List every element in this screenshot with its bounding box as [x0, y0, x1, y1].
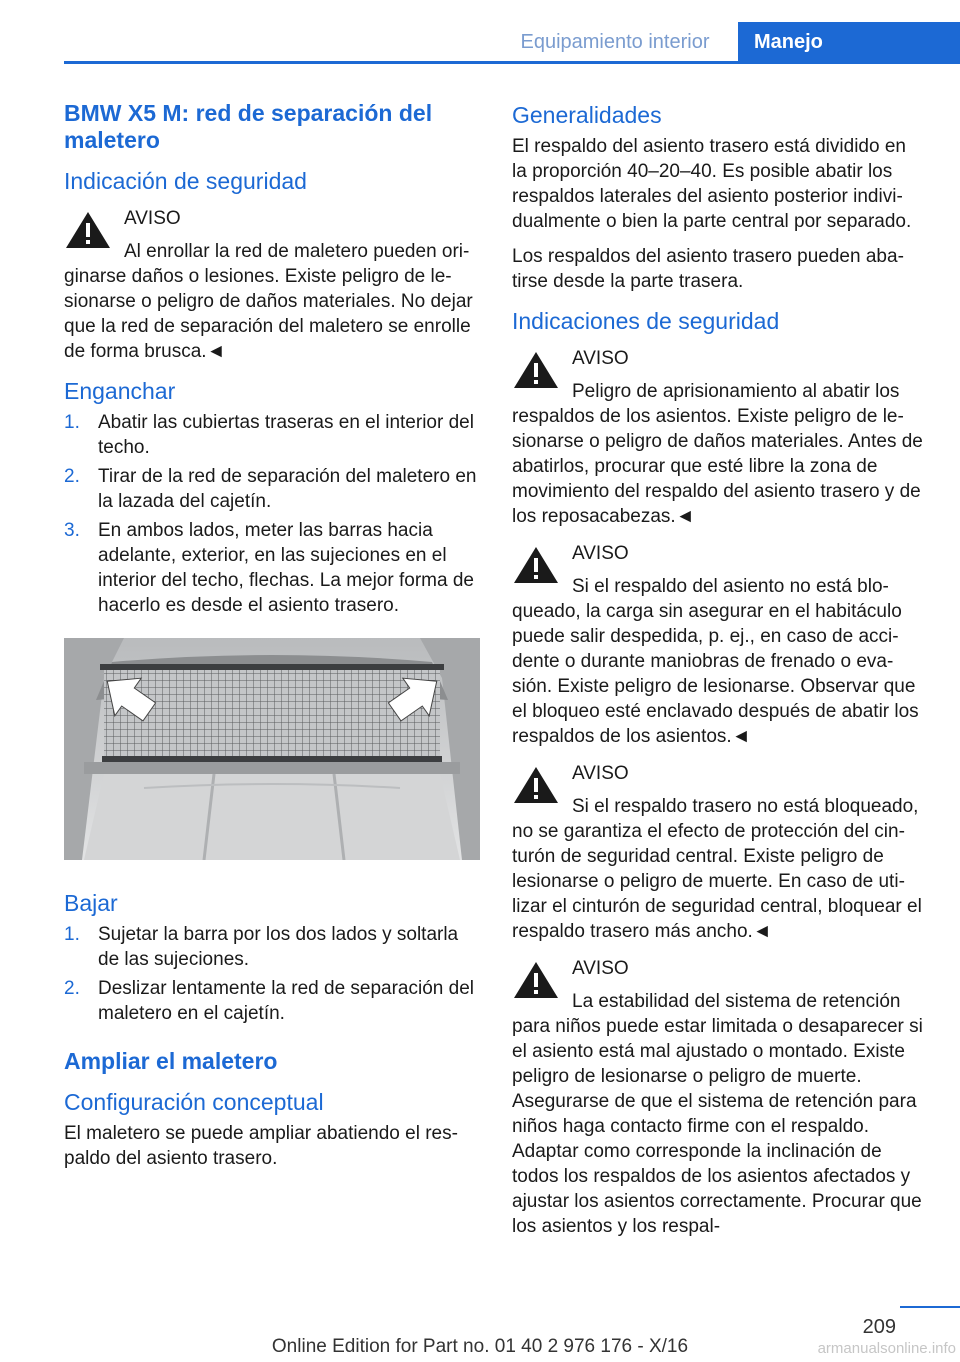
cargo-net-illustration [64, 638, 480, 860]
warning-text: La estabilidad del sistema de retención para niños puede estar limitada o desaparecer si el asiento está mal ajustado o montado. Existe peligro de lesionarse o peligro de muerte. Asegurarse de que el sistema de retención para niños haga contacto firme con el respaldo. Adaptar como corresponde la inclinación de todos los respaldos de los asientos afectados y ajustar los asientos correctamente. Procurar que los asientos y los respal- [512, 991, 923, 1237]
warning-label: AVISO [572, 763, 629, 784]
warning-triangle-icon [512, 960, 560, 1000]
watermark: armanualsonline.info [817, 1340, 956, 1357]
warning-triangle-icon [512, 545, 560, 585]
warning-label: AVISO [572, 543, 629, 564]
left-column [64, 100, 480, 1181]
warning-text: Si el respaldo trasero no está bloqueado, no se garantiza el efecto de protección del cinturón de seguridad central. Existe peligro de lesionarse o peligro de muerte. En caso de utilizar el cinturón de seguridad central, bloquear el respaldo trasero más ancho.◄ [512, 796, 922, 942]
warning-text: Peligro de aprisionamiento al abatir los respaldos de los asientos. Existe peligro de lesionarse o peligro de daños materiales. Antes de abatirlos, procurar que esté libre la zona de movimiento del respaldo del asiento trasero y de los reposacabezas.◄ [512, 381, 923, 527]
cargo-net-drawing [64, 638, 480, 860]
hook-steps [64, 410, 480, 618]
warning-triangle-icon [512, 350, 560, 390]
warning-block [64, 206, 480, 364]
warning-triangle-icon [64, 210, 112, 250]
section-title: Equipamiento interior [520, 31, 710, 53]
safety-heading-right: Indicaciones de seguridad [512, 308, 780, 334]
general-heading: Generalidades [512, 102, 662, 128]
warning-label: AVISO [572, 348, 629, 369]
warning-block [512, 761, 924, 944]
chapter-tab: Manejo [738, 22, 960, 62]
general-paragraph-2: Los respaldos del asiento trasero pueden abatirse desde la parte trasera. [512, 246, 904, 292]
expand-title: Ampliar el maletero [64, 1048, 278, 1074]
safety-heading: Indicación de seguridad [64, 168, 307, 194]
lower-heading: Bajar [64, 890, 118, 916]
warning-label: AVISO [124, 208, 181, 229]
header-rule [64, 61, 960, 64]
list-item: 3. En ambos lados, meter las barras hacia adelante, exterior, en las sujeciones en el interior del techo, flechas. La mejor forma de hacerlo es desde el asiento trasero. [64, 520, 474, 616]
lower-steps [64, 922, 480, 1026]
warning-triangle-icon [512, 765, 560, 805]
warning-block [512, 346, 924, 529]
warning-block [512, 956, 924, 1239]
list-item: 2. Deslizar lentamente la red de separación del maletero en el cajetín. [64, 978, 474, 1024]
footer-rule [900, 1306, 960, 1308]
concept-text: El maletero se puede ampliar abatiendo el respaldo del asiento trasero. [64, 1123, 458, 1169]
page-header [0, 0, 960, 64]
concept-heading: Configuración conceptual [64, 1089, 324, 1115]
net-title: BMW X5 M: red de separación del maletero [64, 100, 433, 153]
list-item: 1. Abatir las cubiertas traseras en el interior del techo. [64, 412, 474, 458]
list-item: 1. Sujetar la barra por los dos lados y soltarla de las sujeciones. [64, 924, 459, 970]
warning-text: Al enrollar la red de maletero pueden originarse daños o lesiones. Existe peligro de lesionarse o peligro de daños materiales. No dejar que la red de separación del maletero se enrolle de forma brusca.◄ [64, 241, 473, 362]
page-number: 209 [862, 1316, 896, 1338]
list-item: 2. Tirar de la red de separación del maletero en la lazada del cajetín. [64, 466, 477, 512]
edition-line: Online Edition for Part no. 01 40 2 976 176 - X/16 [271, 1336, 689, 1357]
hook-heading: Enganchar [64, 378, 176, 404]
general-paragraph-1: El respaldo del asiento trasero está dividido en la proporción 40–20–40. Es posible abatir los respaldos laterales del asiento posterior individualmente o bien la parte central por separado. [512, 136, 912, 232]
warning-block [512, 541, 924, 749]
warning-label: AVISO [572, 958, 629, 979]
warning-text: Si el respaldo del asiento no está bloqueado, la carga sin asegurar en el habitáculo puede salir despedida, p. ej., en caso de accidente o durante maniobras de frenado o evasión. Existe peligro de lesionarse. Observar que el bloqueo esté enclavado después de abatir los respaldos de los asientos.◄ [512, 576, 919, 747]
right-column [512, 100, 924, 1251]
